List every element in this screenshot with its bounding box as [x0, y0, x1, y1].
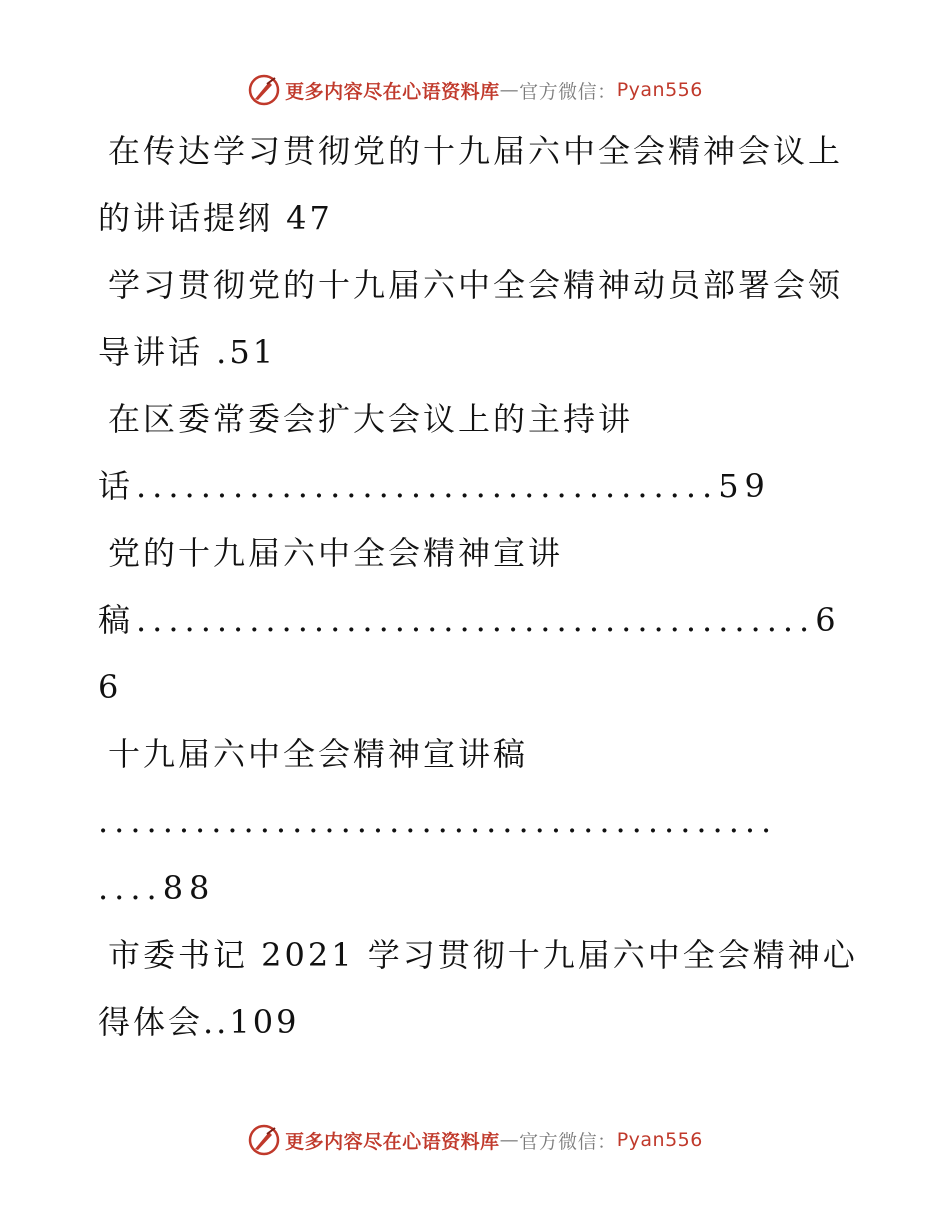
watermark-text: 更多内容尽在心语资料库 — [285, 80, 500, 103]
watermark-dash: — — [499, 79, 520, 101]
toc-entry — [98, 118, 858, 252]
footer-watermark — [0, 1120, 950, 1160]
toc-entry-title: 十九届六中全会精神宣讲稿 — [108, 735, 529, 773]
toc-entry-leader: 话....................................59 — [98, 467, 771, 505]
toc-entry-leader: .......................................... — [98, 802, 778, 840]
toc-entry-leader-cont: ....88 — [98, 869, 216, 907]
toc-entry-title-cont: 得体会..109 — [98, 1003, 300, 1041]
toc-entry — [98, 386, 858, 520]
toc-entry-title: 党的十九届六中全会精神宣讲 — [108, 534, 564, 572]
header-watermark — [0, 70, 950, 110]
watermark-wechat-label: 官方微信： — [519, 1130, 617, 1153]
toc-list — [98, 118, 858, 1056]
toc-entry — [98, 520, 858, 721]
toc-entry-title: 市委书记 2021 学习贯彻十九届六中全会精神心 — [108, 936, 858, 974]
toc-entry — [98, 721, 858, 922]
watermark-wechat-id: Pyan556 — [616, 79, 703, 101]
toc-entry — [98, 922, 858, 1056]
toc-entry-title-cont: 导讲话 .51 — [98, 333, 277, 371]
toc-entry-page-cont: 6 — [98, 668, 122, 706]
toc-entry-title: 在区委常委会扩大会议上的主持讲 — [108, 400, 634, 438]
toc-entry-title: 学习贯彻党的十九届六中全会精神动员部署会领 — [108, 266, 844, 304]
quill-pen-logo-icon — [247, 1123, 281, 1157]
watermark-text: 更多内容尽在心语资料库 — [285, 1130, 500, 1153]
toc-entry-title-cont: 的讲话提纲 47 — [98, 199, 333, 237]
watermark-wechat-label: 官方微信： — [519, 80, 617, 103]
watermark-wechat-id: Pyan556 — [616, 1129, 703, 1151]
watermark-dash: — — [499, 1129, 520, 1151]
quill-pen-logo-icon — [247, 73, 281, 107]
toc-entry-title: 在传达学习贯彻党的十九届六中全会精神会议上 — [108, 132, 844, 170]
toc-entry — [98, 252, 858, 386]
toc-entry-leader: 稿..........................................6 — [98, 601, 842, 639]
